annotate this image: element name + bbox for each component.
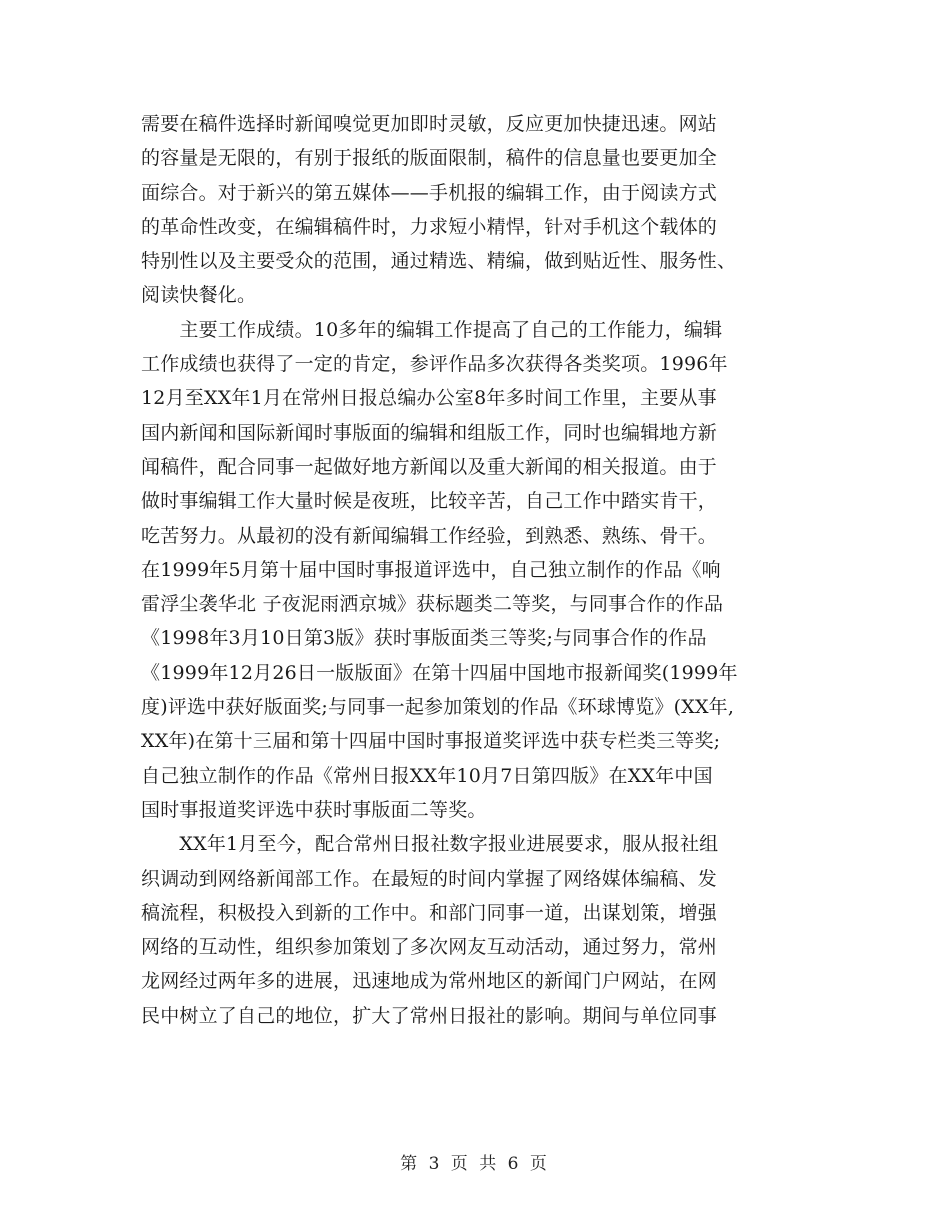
text-line-18: 度)评选中获好版面奖;与同事一起参加策划的作品《环球博览》(XX年, [141, 696, 735, 719]
text-line-16: 《1998年3月10日第3版》获时事版面类三等奖;与同事合作的作品 [141, 627, 707, 650]
text-line-15: 雷浮尘袭华北 子夜泥雨洒京城》获标题类二等奖，与同事合作的作品 [141, 593, 724, 616]
text-line-9: 12月至XX年1月在常州日报总编办公室8年多时间工作里，主要从事 [141, 387, 717, 410]
text-line-25: 网络的互动性，组织参加策划了多次网友互动活动，通过努力，常州 [141, 936, 718, 959]
text-line-20: 自己独立制作的作品《常州日报XX年10月7日第四版》在XX年中国 [141, 764, 713, 787]
text-line-24: 稿流程，积极投入到新的工作中。和部门同事一道，出谋划策，增强 [141, 901, 718, 924]
text-line-12: 做时事编辑工作大量时候是夜班，比较辛苦，自己工作中踏实肯干， [141, 490, 718, 513]
text-line-13: 吃苦努力。从最初的没有新闻编辑工作经验，到熟悉、熟练、骨干。 [141, 524, 718, 547]
text-line-2: 的容量是无限的，有别于报纸的版面限制，稿件的信息量也要更加全 [141, 147, 718, 170]
text-line-27: 民中树立了自己的地位，扩大了常州日报社的影响。期间与单位同事 [141, 1004, 718, 1027]
text-line-17: 《1999年12月26日一版版面》在第十四届中国地市报新闻奖(1999年 [141, 661, 738, 684]
text-line-8: 工作成绩也获得了一定的肯定，参评作品多次获得各类奖项。1996年 [141, 353, 728, 376]
text-line-26: 龙网经过两年多的进展，迅速地成为常州地区的新闻门户网站，在网 [141, 970, 718, 993]
text-line-10: 国内新闻和国际新闻时事版面的编辑和组版工作，同时也编辑地方新 [141, 421, 718, 444]
text-line-22: XX年1月至今，配合常州日报社数字报业进展要求，服从报社组 [141, 833, 719, 856]
text-line-11: 闻稿件，配合同事一起做好地方新闻以及重大新闻的相关报道。由于 [141, 455, 718, 478]
text-line-6: 阅读快餐化。 [141, 284, 257, 307]
text-line-14: 在1999年5月第十届中国时事报道评选中，自己独立制作的作品《响 [141, 558, 721, 581]
text-line-4: 的革命性改变，在编辑稿件时，力求短小精悍，针对手机这个载体的 [141, 215, 718, 238]
body-text [141, 107, 831, 1033]
text-line-23: 织调动到网络新闻部工作。在最短的时间内掌握了网络媒体编稿、发 [141, 867, 718, 890]
text-line-1: 需要在稿件选择时新闻嗅觉更加即时灵敏，反应更加快捷迅速。网站 [141, 113, 718, 135]
page-number-footer: 第 3 页 共 6 页 [400, 1154, 550, 1174]
text-line-21: 国时事报道奖评选中获时事版面二等奖。 [141, 798, 487, 821]
text-line-5: 特别性以及主要受众的范围，通过精选、精编，做到贴近性、服务性、 [141, 250, 737, 273]
text-line-3: 面综合。对于新兴的第五媒体——手机报的编辑工作，由于阅读方式 [141, 181, 718, 204]
text-line-19: XX年)在第十三届和第十四届中国时事报道奖评选中获专栏类三等奖; [141, 730, 721, 753]
text-line-7: 主要工作成绩。10多年的编辑工作提高了自己的工作能力，编辑 [141, 318, 723, 341]
